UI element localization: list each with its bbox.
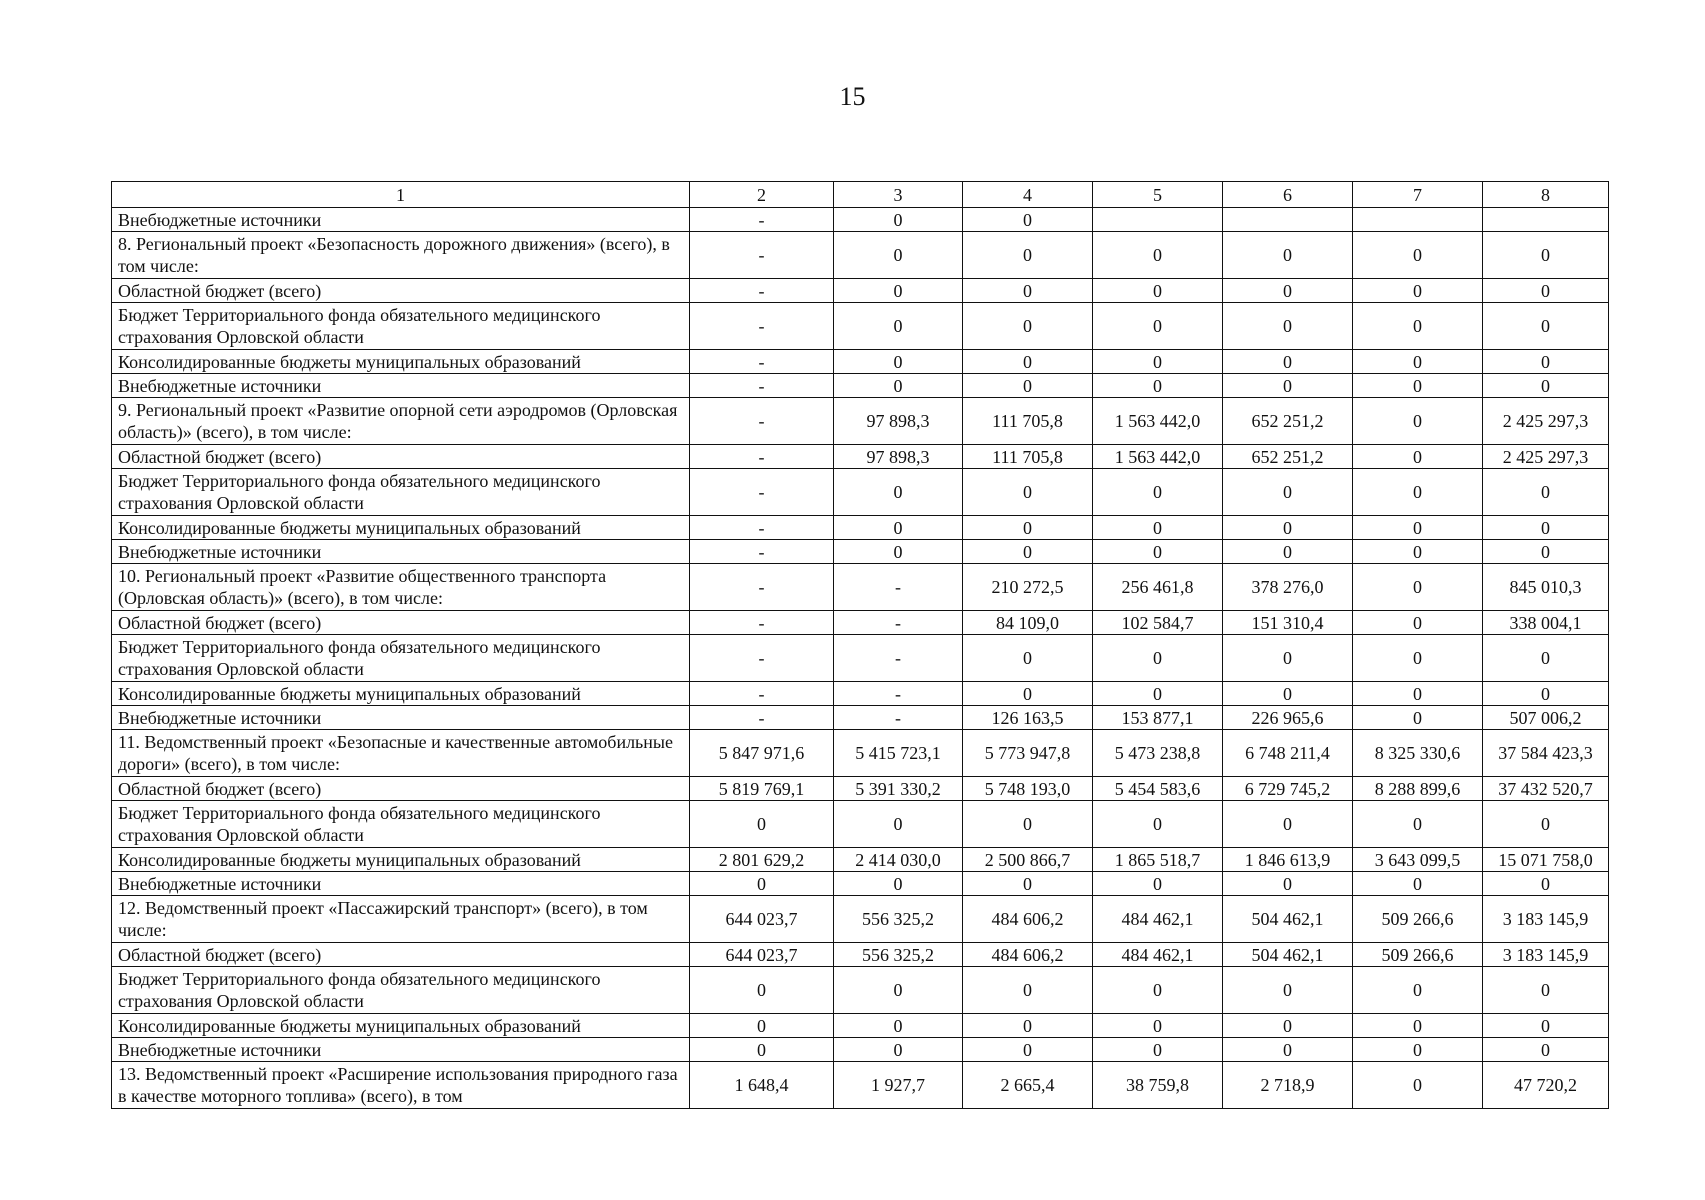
value-cell: 2 665,4 — [963, 1062, 1093, 1109]
value-cell: 0 — [834, 801, 963, 848]
value-cell: 0 — [1483, 374, 1609, 398]
row-label: 9. Региональный проект «Развитие опорной сети аэродромов (Орловская область)» (всего), в том числе: — [112, 398, 690, 445]
value-cell: 0 — [963, 232, 1093, 279]
value-cell: 6 729 745,2 — [1223, 777, 1353, 801]
value-cell: 0 — [1093, 469, 1223, 516]
value-cell: 8 288 899,6 — [1353, 777, 1483, 801]
row-label: Внебюджетные источники — [112, 872, 690, 896]
value-cell: 0 — [1093, 635, 1223, 682]
value-cell: 0 — [1353, 635, 1483, 682]
table-row — [112, 208, 1609, 232]
row-label: Консолидированные бюджеты муниципальных образований — [112, 350, 690, 374]
value-cell: 0 — [963, 635, 1093, 682]
value-cell: 5 415 723,1 — [834, 730, 963, 777]
row-label: Бюджет Территориального фонда обязательного медицинского страхования Орловской области — [112, 801, 690, 848]
value-cell: 0 — [834, 469, 963, 516]
value-cell: 0 — [1353, 374, 1483, 398]
row-label: Внебюджетные источники — [112, 540, 690, 564]
value-cell: 0 — [1093, 801, 1223, 848]
value-cell: 0 — [1353, 967, 1483, 1014]
value-cell: 0 — [1223, 967, 1353, 1014]
value-cell: 0 — [1353, 279, 1483, 303]
value-cell: 509 266,6 — [1353, 896, 1483, 943]
value-cell: - — [690, 682, 834, 706]
value-cell: 0 — [1483, 682, 1609, 706]
value-cell: 226 965,6 — [1223, 706, 1353, 730]
value-cell: 652 251,2 — [1223, 398, 1353, 445]
value-cell: 0 — [834, 1014, 963, 1038]
value-cell: 1 927,7 — [834, 1062, 963, 1109]
value-cell: - — [690, 516, 834, 540]
row-label: Бюджет Территориального фонда обязательного медицинского страхования Орловской области — [112, 967, 690, 1014]
value-cell: 0 — [1353, 564, 1483, 611]
value-cell: 0 — [690, 967, 834, 1014]
header-row — [112, 182, 1609, 208]
value-cell: 3 643 099,5 — [1353, 848, 1483, 872]
row-label: Внебюджетные источники — [112, 706, 690, 730]
value-cell: 126 163,5 — [963, 706, 1093, 730]
table-row — [112, 967, 1609, 1014]
table-row — [112, 350, 1609, 374]
value-cell: 0 — [963, 540, 1093, 564]
value-cell: - — [690, 208, 834, 232]
value-cell: 556 325,2 — [834, 896, 963, 943]
value-cell: 0 — [1223, 682, 1353, 706]
value-cell: 0 — [1483, 303, 1609, 350]
column-header: 4 — [963, 182, 1093, 208]
value-cell: 0 — [1223, 374, 1353, 398]
value-cell: 0 — [690, 1014, 834, 1038]
value-cell: 0 — [1353, 516, 1483, 540]
value-cell: 0 — [690, 1038, 834, 1062]
column-header: 8 — [1483, 182, 1609, 208]
row-label: Бюджет Территориального фонда обязательного медицинского страхования Орловской области — [112, 303, 690, 350]
value-cell: 0 — [834, 516, 963, 540]
value-cell: 0 — [1483, 1014, 1609, 1038]
value-cell: 0 — [1223, 469, 1353, 516]
row-label: Внебюджетные источники — [112, 374, 690, 398]
column-header: 3 — [834, 182, 963, 208]
value-cell: - — [690, 469, 834, 516]
row-label: Областной бюджет (всего) — [112, 279, 690, 303]
value-cell: 5 748 193,0 — [963, 777, 1093, 801]
value-cell: 484 462,1 — [1093, 896, 1223, 943]
value-cell: 2 801 629,2 — [690, 848, 834, 872]
value-cell: 484 462,1 — [1093, 943, 1223, 967]
value-cell: 0 — [690, 801, 834, 848]
column-header: 6 — [1223, 182, 1353, 208]
value-cell: - — [834, 635, 963, 682]
row-label: 13. Ведомственный проект «Расширение использования природного газа в качестве моторного топлива» (всего), в том — [112, 1062, 690, 1109]
value-cell: 102 584,7 — [1093, 611, 1223, 635]
column-header: 5 — [1093, 182, 1223, 208]
value-cell: 0 — [963, 469, 1093, 516]
value-cell: 0 — [834, 540, 963, 564]
budget-table — [111, 181, 1609, 1109]
value-cell: 0 — [1483, 967, 1609, 1014]
value-cell: 0 — [1223, 872, 1353, 896]
value-cell: 5 473 238,8 — [1093, 730, 1223, 777]
value-cell — [1353, 208, 1483, 232]
value-cell: 0 — [1483, 516, 1609, 540]
value-cell: 0 — [963, 1038, 1093, 1062]
value-cell: 0 — [963, 279, 1093, 303]
row-label: Консолидированные бюджеты муниципальных образований — [112, 516, 690, 540]
table-row — [112, 848, 1609, 872]
value-cell: 0 — [963, 516, 1093, 540]
table-row — [112, 682, 1609, 706]
value-cell: - — [690, 232, 834, 279]
value-cell: 210 272,5 — [963, 564, 1093, 611]
value-cell: 644 023,7 — [690, 896, 834, 943]
row-label: 11. Ведомственный проект «Безопасные и качественные автомобильные дороги» (всего), в том числе: — [112, 730, 690, 777]
row-label: Областной бюджет (всего) — [112, 777, 690, 801]
value-cell: 0 — [1223, 350, 1353, 374]
value-cell: - — [690, 706, 834, 730]
value-cell: 0 — [963, 801, 1093, 848]
value-cell: 0 — [834, 374, 963, 398]
value-cell: 0 — [1353, 1062, 1483, 1109]
value-cell: 5 773 947,8 — [963, 730, 1093, 777]
row-label: Областной бюджет (всего) — [112, 445, 690, 469]
value-cell: 5 454 583,6 — [1093, 777, 1223, 801]
value-cell: - — [834, 564, 963, 611]
value-cell: 0 — [834, 967, 963, 1014]
value-cell: 151 310,4 — [1223, 611, 1353, 635]
value-cell: 3 183 145,9 — [1483, 896, 1609, 943]
value-cell: 0 — [834, 303, 963, 350]
value-cell: 0 — [1223, 540, 1353, 564]
table-row — [112, 896, 1609, 943]
value-cell: 0 — [834, 279, 963, 303]
table-row — [112, 1062, 1609, 1109]
value-cell: 111 705,8 — [963, 445, 1093, 469]
value-cell: 0 — [963, 967, 1093, 1014]
value-cell: 0 — [1353, 682, 1483, 706]
value-cell: 47 720,2 — [1483, 1062, 1609, 1109]
value-cell: 556 325,2 — [834, 943, 963, 967]
value-cell: 0 — [1353, 469, 1483, 516]
value-cell: 0 — [963, 1014, 1093, 1038]
value-cell: 15 071 758,0 — [1483, 848, 1609, 872]
table-row — [112, 564, 1609, 611]
value-cell: 0 — [1093, 1014, 1223, 1038]
value-cell: 1 563 442,0 — [1093, 398, 1223, 445]
value-cell: 8 325 330,6 — [1353, 730, 1483, 777]
value-cell: 378 276,0 — [1223, 564, 1353, 611]
table-row — [112, 943, 1609, 967]
value-cell: 0 — [1093, 1038, 1223, 1062]
value-cell: 0 — [1483, 872, 1609, 896]
value-cell: 1 865 518,7 — [1093, 848, 1223, 872]
column-header: 7 — [1353, 182, 1483, 208]
value-cell: 0 — [1353, 445, 1483, 469]
value-cell: - — [690, 540, 834, 564]
value-cell: 2 718,9 — [1223, 1062, 1353, 1109]
value-cell: 845 010,3 — [1483, 564, 1609, 611]
value-cell: 97 898,3 — [834, 445, 963, 469]
value-cell: 509 266,6 — [1353, 943, 1483, 967]
value-cell: 0 — [963, 350, 1093, 374]
value-cell: 0 — [1093, 232, 1223, 279]
value-cell: 153 877,1 — [1093, 706, 1223, 730]
table-row — [112, 706, 1609, 730]
table-row — [112, 445, 1609, 469]
value-cell: 0 — [1483, 801, 1609, 848]
row-label: 12. Ведомственный проект «Пассажирский транспорт» (всего), в том числе: — [112, 896, 690, 943]
value-cell: 0 — [834, 1038, 963, 1062]
row-label: Бюджет Территориального фонда обязательного медицинского страхования Орловской области — [112, 469, 690, 516]
table-row — [112, 635, 1609, 682]
value-cell: 2 414 030,0 — [834, 848, 963, 872]
value-cell: 0 — [834, 208, 963, 232]
value-cell: 5 847 971,6 — [690, 730, 834, 777]
value-cell: 0 — [1093, 872, 1223, 896]
value-cell: 0 — [1223, 635, 1353, 682]
value-cell: 0 — [1353, 350, 1483, 374]
column-header: 1 — [112, 182, 690, 208]
table-row — [112, 232, 1609, 279]
value-cell: 0 — [1483, 1038, 1609, 1062]
value-cell: 1 846 613,9 — [1223, 848, 1353, 872]
table-row — [112, 540, 1609, 564]
value-cell: 1 648,4 — [690, 1062, 834, 1109]
value-cell: 0 — [1353, 1014, 1483, 1038]
value-cell: 0 — [963, 374, 1093, 398]
value-cell: - — [690, 303, 834, 350]
value-cell: 0 — [1483, 232, 1609, 279]
value-cell: 0 — [1093, 303, 1223, 350]
value-cell: 0 — [1223, 801, 1353, 848]
value-cell: 3 183 145,9 — [1483, 943, 1609, 967]
value-cell: 6 748 211,4 — [1223, 730, 1353, 777]
table-row — [112, 611, 1609, 635]
row-label: 10. Региональный проект «Развитие общественного транспорта (Орловская область)» (всего), в том числе: — [112, 564, 690, 611]
table-row — [112, 1014, 1609, 1038]
table-row — [112, 777, 1609, 801]
value-cell: - — [690, 350, 834, 374]
value-cell: 5 391 330,2 — [834, 777, 963, 801]
value-cell: - — [690, 398, 834, 445]
value-cell: 84 109,0 — [963, 611, 1093, 635]
value-cell: 644 023,7 — [690, 943, 834, 967]
value-cell: 38 759,8 — [1093, 1062, 1223, 1109]
value-cell: 0 — [1353, 706, 1483, 730]
table-row — [112, 801, 1609, 848]
value-cell: 0 — [1223, 1038, 1353, 1062]
row-label: Областной бюджет (всего) — [112, 611, 690, 635]
value-cell: 0 — [963, 682, 1093, 706]
value-cell: - — [690, 374, 834, 398]
value-cell: 0 — [1483, 350, 1609, 374]
value-cell: - — [690, 635, 834, 682]
row-label: 8. Региональный проект «Безопасность дорожного движения» (всего), в том числе: — [112, 232, 690, 279]
value-cell: 0 — [1483, 279, 1609, 303]
value-cell: 0 — [1223, 516, 1353, 540]
value-cell: 97 898,3 — [834, 398, 963, 445]
table-row — [112, 469, 1609, 516]
value-cell: - — [834, 611, 963, 635]
value-cell: 2 425 297,3 — [1483, 445, 1609, 469]
value-cell: 0 — [1093, 516, 1223, 540]
value-cell: 0 — [690, 872, 834, 896]
value-cell: - — [690, 611, 834, 635]
value-cell: 504 462,1 — [1223, 943, 1353, 967]
value-cell: 0 — [834, 232, 963, 279]
table-row — [112, 398, 1609, 445]
value-cell: 0 — [1223, 1014, 1353, 1038]
value-cell: 0 — [1353, 611, 1483, 635]
value-cell: 256 461,8 — [1093, 564, 1223, 611]
value-cell: - — [834, 706, 963, 730]
value-cell: 2 500 866,7 — [963, 848, 1093, 872]
value-cell: 0 — [1353, 232, 1483, 279]
value-cell — [1223, 208, 1353, 232]
value-cell: 652 251,2 — [1223, 445, 1353, 469]
value-cell — [1093, 208, 1223, 232]
value-cell: 37 432 520,7 — [1483, 777, 1609, 801]
table-row — [112, 303, 1609, 350]
column-header: 2 — [690, 182, 834, 208]
value-cell: 0 — [1223, 279, 1353, 303]
value-cell: 0 — [1093, 374, 1223, 398]
row-label: Внебюджетные источники — [112, 1038, 690, 1062]
value-cell: 0 — [1353, 303, 1483, 350]
value-cell: 504 462,1 — [1223, 896, 1353, 943]
value-cell: 0 — [1353, 398, 1483, 445]
table-row — [112, 374, 1609, 398]
row-label: Консолидированные бюджеты муниципальных образований — [112, 682, 690, 706]
value-cell: - — [690, 279, 834, 303]
value-cell: 37 584 423,3 — [1483, 730, 1609, 777]
value-cell: 0 — [963, 303, 1093, 350]
value-cell: 0 — [1353, 540, 1483, 564]
value-cell: 0 — [1483, 635, 1609, 682]
value-cell: 111 705,8 — [963, 398, 1093, 445]
value-cell: 338 004,1 — [1483, 611, 1609, 635]
value-cell: 0 — [1093, 350, 1223, 374]
value-cell: 0 — [1093, 540, 1223, 564]
value-cell: 0 — [1223, 303, 1353, 350]
table-row — [112, 279, 1609, 303]
page-number: 15 — [839, 82, 866, 111]
value-cell: - — [690, 564, 834, 611]
value-cell: 0 — [834, 872, 963, 896]
table-row — [112, 872, 1609, 896]
value-cell: 484 606,2 — [963, 896, 1093, 943]
value-cell: 0 — [1483, 469, 1609, 516]
row-label: Внебюджетные источники — [112, 208, 690, 232]
table-row — [112, 1038, 1609, 1062]
value-cell: 0 — [963, 208, 1093, 232]
value-cell — [1483, 208, 1609, 232]
row-label: Областной бюджет (всего) — [112, 943, 690, 967]
value-cell: 0 — [1093, 682, 1223, 706]
table-row — [112, 730, 1609, 777]
value-cell: 0 — [963, 872, 1093, 896]
value-cell: - — [690, 445, 834, 469]
row-label: Консолидированные бюджеты муниципальных образований — [112, 1014, 690, 1038]
value-cell: 484 606,2 — [963, 943, 1093, 967]
value-cell: 0 — [1353, 872, 1483, 896]
value-cell: 2 425 297,3 — [1483, 398, 1609, 445]
value-cell: 0 — [1353, 801, 1483, 848]
value-cell: 0 — [1093, 279, 1223, 303]
value-cell: 0 — [1483, 540, 1609, 564]
value-cell: 5 819 769,1 — [690, 777, 834, 801]
value-cell: 0 — [1353, 1038, 1483, 1062]
value-cell: 507 006,2 — [1483, 706, 1609, 730]
row-label: Консолидированные бюджеты муниципальных образований — [112, 848, 690, 872]
value-cell: 0 — [1223, 232, 1353, 279]
value-cell: 0 — [1093, 967, 1223, 1014]
value-cell: 1 563 442,0 — [1093, 445, 1223, 469]
table-row — [112, 516, 1609, 540]
row-label: Бюджет Территориального фонда обязательного медицинского страхования Орловской области — [112, 635, 690, 682]
value-cell: - — [834, 682, 963, 706]
value-cell: 0 — [834, 350, 963, 374]
